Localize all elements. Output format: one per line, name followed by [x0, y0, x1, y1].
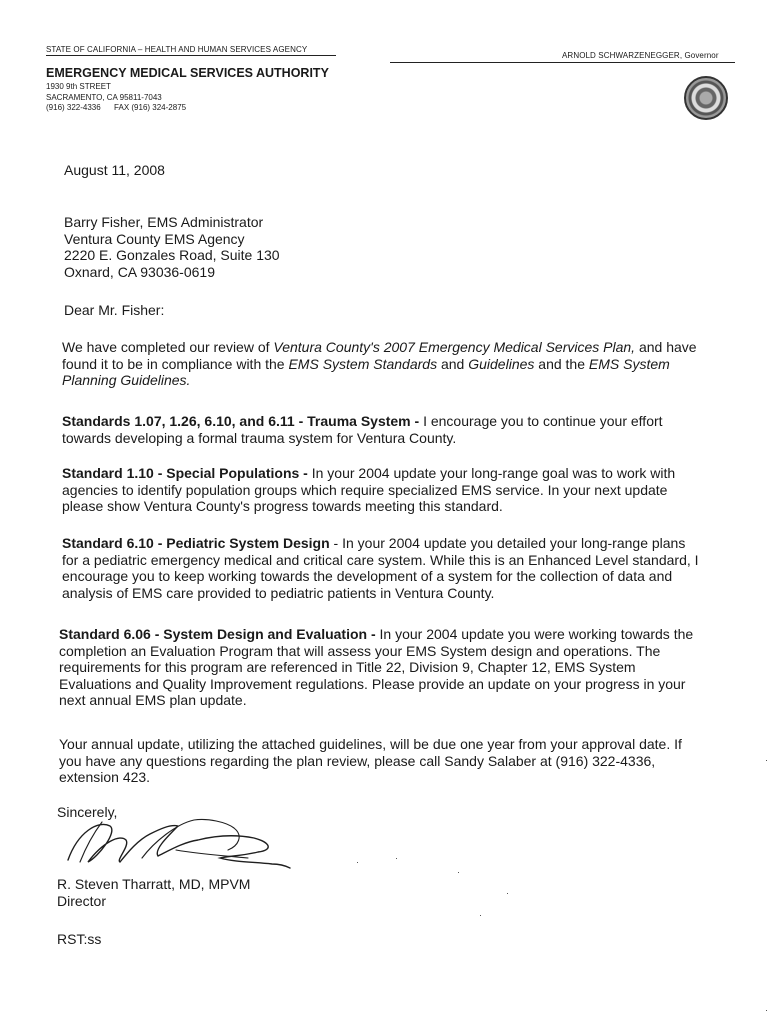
signature-icon: [58, 812, 298, 882]
intro-text-1: We have completed our review of: [62, 339, 274, 355]
intro-standards: EMS System Standards: [288, 355, 438, 372]
agency-address: [46, 82, 186, 114]
section-heading: Standard 6.10 - Pediatric System Design: [62, 535, 330, 551]
section-text: In your 2004 update you were working towards the completion an Evaluation Program that will assess your EMS System design and operations. The requirements for this program are referenced in Title 22, Division 9, Chapter 12, EMS System Evaluations and Quality Improvement regulations. Please provide an update on your progress in your next annual EMS plan update.: [59, 626, 694, 709]
recipient-line-1: Barry Fisher, EMS Administrator: [64, 214, 264, 230]
intro-planning-guidelines: EMS System Planning Guidelines.: [62, 355, 670, 389]
section-special-populations: [62, 465, 707, 515]
recipient-line-4: Oxnard, CA 93036-0619: [64, 263, 215, 280]
department-line: STATE OF CALIFORNIA – HEALTH AND HUMAN SERVICES AGENCY: [46, 45, 308, 54]
section-heading: Standards 1.07, 1.26, 6.10, and 6.11 - Trauma System -: [62, 413, 420, 429]
section-text: - In your 2004 update you detailed your long-range plans for a pediatric emergency medical and critical care system. While this is an Enhanced Level standard, I encourage you to keep working towards the development of a system for the collection of data and analysis of EMS care provided to pediatric patients in Ventura County.: [62, 535, 699, 601]
salutation: Dear Mr. Fisher:: [64, 302, 165, 318]
scan-speckle: [507, 893, 508, 894]
header-rule-left: [46, 55, 336, 56]
letter-date: August 11, 2008: [64, 162, 165, 178]
recipient-block: [64, 214, 280, 280]
sign-off: Sincerely,: [57, 804, 118, 820]
signer-name: R. Steven Tharratt, MD, MPVM: [57, 876, 251, 892]
intro-text-4: and the: [534, 355, 589, 372]
governor-line: ARNOLD SCHWARZENEGGER, Governor: [562, 51, 719, 60]
agency-street: 1930 9th STREET: [46, 82, 111, 91]
recipient-line-2: Ventura County EMS Agency: [64, 230, 245, 247]
agency-city: SACRAMENTO, CA 95811-7043: [46, 92, 162, 102]
section-text: In your 2004 update your long-range goal was to work with agencies to identify population groups which require specialized EMS service. In your next update please show Ventura County's progress towards meeting this standard.: [62, 465, 676, 515]
intro-guidelines: Guidelines: [468, 355, 535, 372]
intro-text-2: and have found it to be in compliance with the: [62, 339, 697, 372]
typist-initials: RST:ss: [57, 931, 102, 947]
intro-text-3: and: [437, 355, 469, 372]
section-heading: Standard 6.06 - System Design and Evaluation -: [59, 626, 376, 642]
scan-speckle: [396, 858, 397, 859]
agency-phone-fax: (916) 322-4336 FAX (916) 324-2875: [46, 103, 187, 112]
scan-speckle: [766, 1010, 767, 1011]
recipient-line-3: 2220 E. Gonzales Road, Suite 130: [64, 247, 280, 264]
section-heading: Standard 1.10 - Special Populations -: [62, 465, 308, 481]
scan-speckle: [458, 872, 459, 873]
header-rule-right: [390, 62, 735, 63]
section-system-design-evaluation: [59, 626, 709, 709]
agency-name: EMERGENCY MEDICAL SERVICES AUTHORITY: [46, 66, 329, 80]
signer-title: Director: [57, 892, 107, 909]
section-text: I encourage you to continue your effort towards developing a formal trauma system for Ventura County.: [62, 413, 663, 446]
intro-plan-title: Ventura County's 2007 Emergency Medical Services Plan,: [273, 339, 636, 355]
signer-block: [57, 876, 250, 909]
scan-speckle: [480, 915, 481, 916]
intro-paragraph: [62, 339, 710, 389]
section-pediatric-system-design: [62, 535, 702, 601]
scan-speckle: [357, 862, 358, 863]
closing-paragraph: Your annual update, utilizing the attached guidelines, will be due one year from your approval date. If you have any questions regarding the plan review, please call Sandy Salaber at (916) 322-4336, extension 423.: [59, 736, 682, 786]
state-seal-icon: [684, 76, 728, 120]
scan-speckle: [766, 760, 767, 761]
section-trauma-system: [62, 413, 714, 446]
